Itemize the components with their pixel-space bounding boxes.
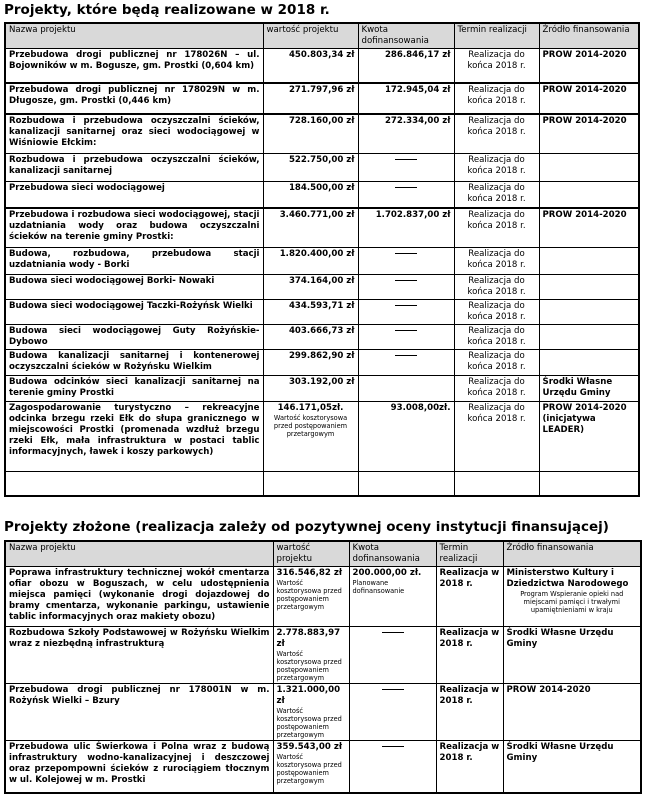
project-source-empty [539,275,639,300]
project-source: PROW 2014-2020 [539,208,639,248]
dash-mark [395,280,417,281]
grant-note: Planowane dofinansowanie [352,579,405,595]
project-grant: 286.846,17 zł [358,49,454,83]
project-value-cell [263,402,358,472]
table-row [5,567,641,627]
project-value: 434.593,71 zł [263,300,358,325]
project-grant-empty [358,182,454,208]
project-value: 1.321.000,00 zł [276,685,341,706]
table-row [5,300,639,325]
project-term: Realizacja do końca 2018 r. [454,376,539,402]
project-grant: 93.008,00zł. [358,402,454,472]
project-name: Zagospodarowanie turystyczno – rekreacyjne odcinka brzegu rzeki Ełk do słupa granicznego w miejscowości Prostki (promenada wzdłuż brzegu rzeki Ełk, mała infrastruktura w postaci tablic informacyjnych, ławek i koszy parkowych) [5,402,263,472]
project-grant-empty [349,741,436,793]
project-value: 316.546,82 zł [276,568,343,578]
header-grant: Kwota dofinansowania [349,541,436,567]
project-name: Rozbudowa i przebudowa oczyszczalni ścieków, kanalizacji sanitarnej [5,154,263,182]
project-value: 374.164,00 zł [263,275,358,300]
project-source-empty [539,154,639,182]
project-source: Środki Własne Urzędu Gminy [503,741,641,793]
project-term: Realizacja w 2018 r. [436,567,503,627]
project-term: Realizacja do końca 2018 r. [454,275,539,300]
dash-mark [395,253,417,254]
project-term: Realizacja do końca 2018 r. [454,83,539,114]
project-source: Ministerstwo Kultury i Dziedzictwa Narodowego [506,568,629,589]
project-name: Budowa, rozbudowa, przebudowa stacji uzdatniania wody - Borki [5,248,263,275]
project-grant-empty [358,154,454,182]
header-term: Termin realizacji [436,541,503,567]
project-grant-empty [358,300,454,325]
project-term: Realizacja w 2018 r. [436,741,503,793]
header-source: Źródło finansowania [539,23,639,49]
project-name: Przebudowa ulic Świerkowa i Polna wraz z budową infrastruktury wodno-kanalizacyjnej i deszczowej oraz przepompowni ścieków z rurociągiem tłocznym w ul. Kolejowej w m. Prostki [5,741,273,793]
project-value-cell [273,627,349,684]
project-grant: 172.945,04 zł [358,83,454,114]
project-term: Realizacja do końca 2018 r. [454,114,539,154]
project-grant: 1.702.837,00 zł [358,208,454,248]
project-value: 2.778.883,97 zł [276,628,341,649]
project-term: Realizacja do końca 2018 r. [454,182,539,208]
submitted-projects-table [4,540,642,794]
project-term: Realizacja do końca 2018 r. [454,154,539,182]
table-row [5,49,639,83]
table-row [5,325,639,350]
header-value: wartość projektu [263,23,358,49]
project-value: 728.160,00 zł [263,114,358,154]
project-term: Realizacja do końca 2018 r. [454,208,539,248]
project-value: 303.192,00 zł [263,376,358,402]
dash-mark [382,746,404,747]
project-name: Przebudowa drogi publicznej nr 178001N w m. Rożyńsk Wielki – Bzury [5,684,273,741]
dash-mark [382,632,404,633]
project-grant-empty [358,248,454,275]
project-grant-empty [358,325,454,350]
table-row [5,402,639,472]
table-row [5,83,639,114]
dash-mark [395,330,417,331]
project-value: 359.543,00 zł [276,742,343,752]
projects-2018-table [4,22,640,497]
header-grant: Kwota dofinansowania [358,23,454,49]
table-row [5,154,639,182]
project-term: Realizacja w 2018 r. [436,627,503,684]
section-1-title: Projekty, które będą realizowane w 2018 r. [4,2,330,18]
project-value: 522.750,00 zł [263,154,358,182]
project-value: 271.797,96 zł [263,83,358,114]
project-term: Realizacja do końca 2018 r. [454,300,539,325]
header-source: Źródło finansowania [503,541,641,567]
project-source-empty [539,248,639,275]
project-value-cell [273,684,349,741]
dash-mark [382,689,404,690]
project-value-cell [273,567,349,627]
source-note: Program Wspieranie opieki nad miejscami pamięci i trwałymi upamiętnieniami w kraju [520,590,624,614]
project-source: PROW 2014-2020 [539,83,639,114]
table-header-row [5,541,641,567]
dash-mark [395,305,417,306]
dash-mark [395,355,417,356]
project-name: Budowa sieci wodociągowej Taczki-Rożyńsk Wielki [5,300,263,325]
project-grant-empty [349,627,436,684]
table-row [5,627,641,684]
project-grant-empty [349,684,436,741]
project-source-empty [539,300,639,325]
project-source: PROW 2014-2020 [539,114,639,154]
project-grant: 272.334,00 zł [358,114,454,154]
project-term: Realizacja do końca 2018 r. [454,350,539,376]
project-name: Przebudowa drogi publicznej nr 178029N w m. Długosze, gm. Prostki (0,446 km) [5,83,263,114]
value-note: Wartość kosztorysowa przed postępowaniem przetargowym [276,650,342,682]
project-term: Realizacja do końca 2018 r. [454,49,539,83]
project-grant: 200.000,00 zł. [352,568,422,578]
table-row [5,350,639,376]
project-name: Poprawa infrastruktury technicznej wokół cmentarza ofiar obozu w Boguszach, w celu udostępnienia miejsca pamięci (wykonanie drogi dojazdowej do bramy cmentarza, wykonanie parkingu, ustawienie tablic informacyjnych oraz makiety obozu) [5,567,273,627]
project-name: Przebudowa i rozbudowa sieci wodociągowej, stacji uzdatniania wody oraz budowa oczyszczalni ścieków na terenie gminy Prostki: [5,208,263,248]
project-name: Rozbudowa Szkoły Podstawowej w Rożyńsku Wielkim wraz z niezbędną infrastrukturą [5,627,273,684]
project-name: Budowa kanalizacji sanitarnej i kontenerowej oczyszczalni ścieków w Rożyńsku Wielkim [5,350,263,376]
project-term: Realizacja do końca 2018 r. [454,402,539,472]
table-blank-row [5,472,639,496]
project-value: 450.803,34 zł [263,49,358,83]
project-term: Realizacja w 2018 r. [436,684,503,741]
table-row [5,248,639,275]
project-name: Budowa odcinków sieci kanalizacji sanitarnej na terenie gminy Prostki [5,376,263,402]
table-header-row [5,23,639,49]
dash-mark [395,187,417,188]
project-value: 299.862,90 zł [263,350,358,376]
project-source-empty [539,350,639,376]
project-name: Rozbudowa i przebudowa oczyszczalni ścieków, kanalizacji sanitarnej oraz sieci wodociągowej w Wiśniowie Ełckim: [5,114,263,154]
project-name: Budowa sieci wodociągowej Guty Rożyńskie-Dybowo [5,325,263,350]
value-note: Wartość kosztorysowa przed postępowaniem przetargowym [276,707,342,739]
project-source: PROW 2014-2020 [539,49,639,83]
table-row [5,741,641,793]
table-row [5,376,639,402]
value-note: Wartość kosztorysowa przed postępowaniem przetargowym [276,753,342,785]
project-value: 146.171,05zł. [277,403,344,413]
table-row [5,114,639,154]
value-note: Wartość kosztorysowa przed postępowaniem przetargowym [276,579,342,611]
project-grant-empty [358,275,454,300]
header-value: wartość projektu [273,541,349,567]
table-row [5,684,641,741]
project-source-empty [539,325,639,350]
project-value-cell [273,741,349,793]
project-source: Środki Własne Urzędu Gminy [503,627,641,684]
project-source: PROW 2014-2020 [503,684,641,741]
header-term: Termin realizacji [454,23,539,49]
value-note: Wartość kosztorysowa przed postępowaniem przetargowym [273,414,348,438]
project-grant-cell [349,567,436,627]
table-row [5,182,639,208]
header-name: Nazwa projektu [5,23,263,49]
project-term: Realizacja do końca 2018 r. [454,248,539,275]
project-source: Środki Własne Urzędu Gminy [539,376,639,402]
project-value: 403.666,73 zł [263,325,358,350]
dash-mark [395,159,417,160]
project-source-empty [539,182,639,208]
project-source-cell [503,567,641,627]
table-row [5,208,639,248]
project-value: 1.820.400,00 zł [263,248,358,275]
project-source: PROW 2014-2020 (inicjatywa LEADER) [539,402,639,472]
project-name: Przebudowa drogi publicznej nr 178026N – ul. Bojowników w m. Bogusze, gm. Prostki (0,604 km) [5,49,263,83]
table-row [5,275,639,300]
project-grant-empty [358,350,454,376]
project-name: Budowa sieci wodociągowej Borki- Nowaki [5,275,263,300]
project-name: Przebudowa sieci wodociągowej [5,182,263,208]
project-value: 3.460.771,00 zł [263,208,358,248]
project-term: Realizacja do końca 2018 r. [454,325,539,350]
section-2-title: Projekty złożone (realizacja zależy od pozytywnej oceny instytucji finansującej) [4,519,609,535]
project-value: 184.500,00 zł [263,182,358,208]
project-grant-empty [358,376,454,402]
header-name: Nazwa projektu [5,541,273,567]
